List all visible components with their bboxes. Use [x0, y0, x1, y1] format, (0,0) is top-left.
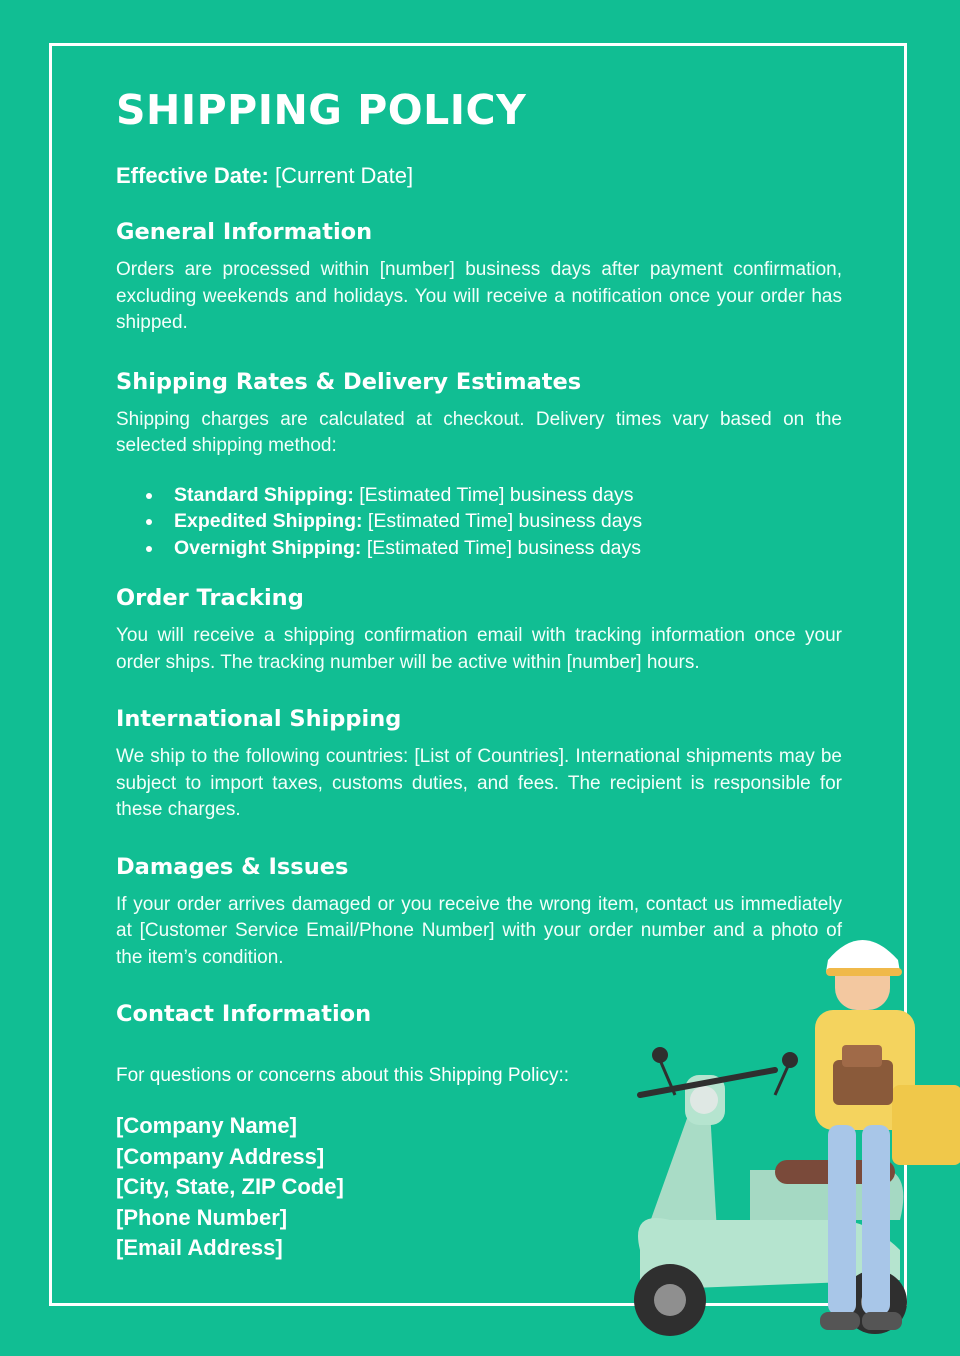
phone-number: [Phone Number]	[116, 1204, 288, 1230]
section-heading: Shipping Rates & Delivery Estimates	[116, 368, 582, 395]
company-address: [Company Address]	[116, 1143, 325, 1169]
section-heading: Damages & Issues	[116, 853, 349, 880]
section-general	[116, 217, 842, 337]
section-international	[116, 704, 842, 824]
section-heading: General Information	[116, 219, 373, 245]
city-state-zip: [City, State, ZIP Code]	[116, 1174, 344, 1199]
list-item	[174, 535, 842, 562]
list-item-label: Overnight Shipping:	[174, 536, 362, 559]
shipping-methods-list	[116, 482, 842, 562]
section-heading: Order Tracking	[116, 585, 304, 611]
section-tracking	[116, 583, 842, 676]
company-name: [Company Name]	[116, 1113, 297, 1138]
email-address: [Email Address]	[116, 1235, 283, 1260]
section-body: Shipping charges are calculated at checkout. Delivery times vary based on the selected shipping method:	[116, 408, 842, 456]
list-item	[174, 508, 842, 535]
effective-date	[116, 161, 842, 191]
list-item-text: [Estimated Time] business days	[362, 510, 643, 532]
section-heading: International Shipping	[116, 706, 402, 732]
contact-intro: For questions or concerns about this Shipping Policy::	[116, 1065, 570, 1086]
section-heading: Contact Information	[116, 1001, 372, 1027]
page-title: SHIPPING POLICY	[116, 86, 527, 134]
delivery-scooter-illustration	[600, 920, 960, 1356]
effective-date-value: [Current Date]	[268, 163, 414, 188]
delivery-man-icon	[815, 940, 960, 1330]
list-item-label: Standard Shipping:	[174, 483, 354, 506]
list-item	[174, 482, 842, 509]
section-body: If your order arrives damaged or you receive the wrong item, contact us immediately at [Customer Service Email/Phone Number] with your order number and a photo of the item’s condition.	[116, 893, 842, 968]
list-item-text: [Estimated Time] business days	[361, 536, 642, 559]
section-body: You will receive a shipping confirmation email with tracking information once your order ships. The tracking number will be active within [number] hours.	[116, 625, 842, 673]
list-item-text: [Estimated Time] business days	[353, 483, 634, 506]
list-item-label: Expedited Shipping:	[174, 510, 363, 532]
section-rates	[116, 367, 842, 562]
effective-date-label: Effective Date:	[116, 163, 269, 188]
section-body: Orders are processed within [number] business days after payment confirmation, excluding weekends and holidays. You will receive a notification once your order has shipped.	[116, 259, 842, 333]
section-body: We ship to the following countries: [List of Countries]. International shipments may be subject to import taxes, customs duties, and fees. The recipient is responsible for these charges.	[116, 746, 842, 820]
